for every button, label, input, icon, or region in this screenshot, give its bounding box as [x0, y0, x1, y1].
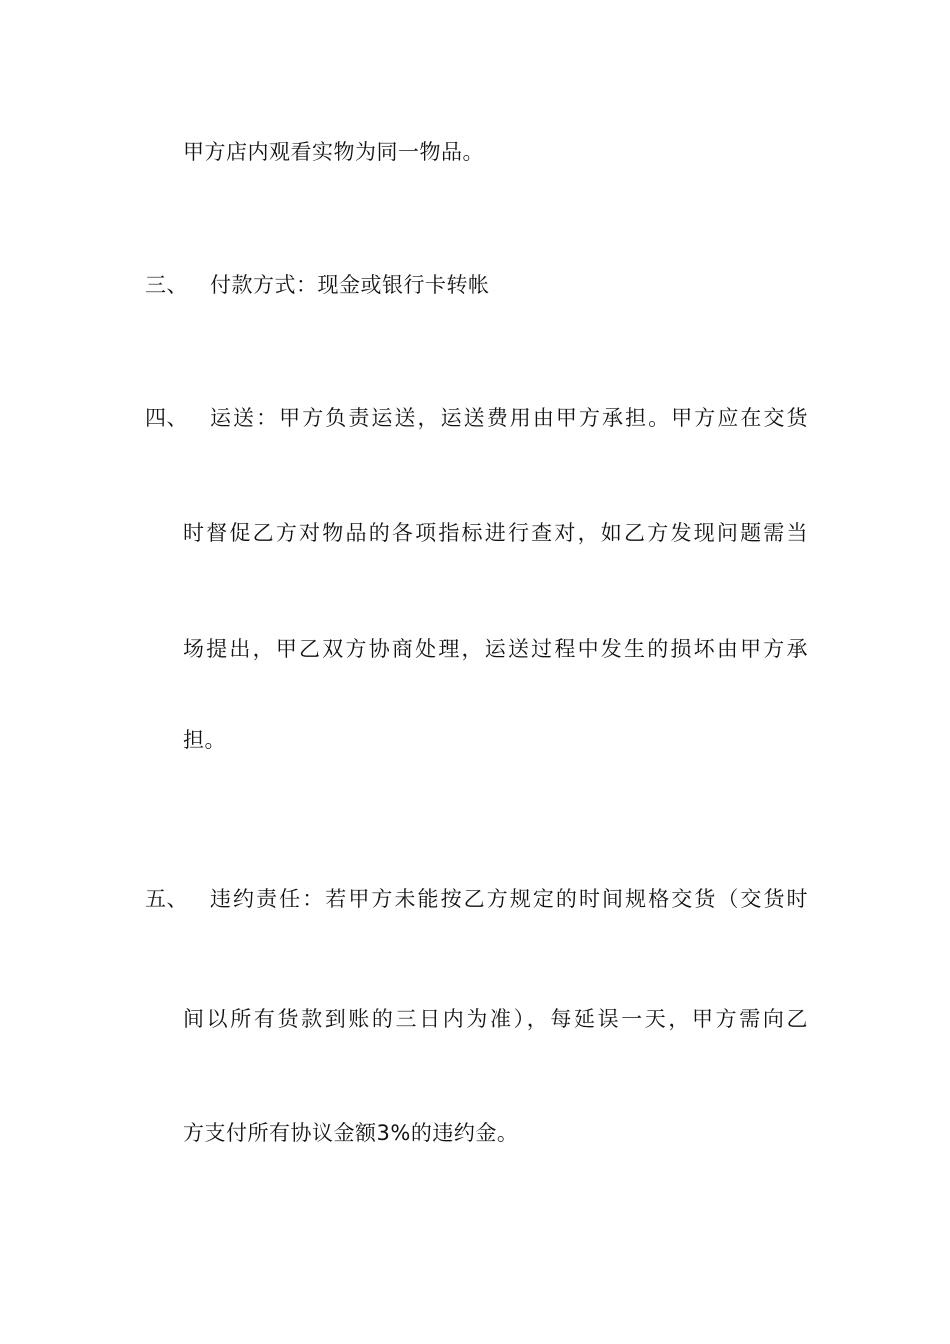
clause-5-number: 五、 — [145, 887, 188, 911]
clause-5-line-3: 方支付所有协议金额3%的违约金。 — [183, 1121, 519, 1145]
clause-3-line-1: 付款方式：现金或银行卡转帐 — [210, 273, 490, 297]
intro-line: 甲方店内观看实物为同一物品。 — [183, 140, 484, 164]
clause-4-line-2: 时督促乙方对物品的各项指标进行查对，如乙方发现问题需当 — [183, 521, 808, 545]
clause-5-line-2: 间以所有货款到账的三日内为准），每延误一天，甲方需向乙 — [183, 1007, 808, 1031]
clause-4-line-1: 运送：甲方负责运送，运送费用由甲方承担。甲方应在交货 — [210, 406, 808, 430]
clause-4-line-3: 场提出，甲乙双方协商处理，运送过程中发生的损坏由甲方承 — [183, 637, 808, 661]
clause-4-number: 四、 — [145, 406, 188, 430]
clause-5-line-1: 违约责任：若甲方未能按乙方规定的时间规格交货（交货时 — [210, 887, 808, 911]
clause-3-number: 三、 — [145, 273, 188, 297]
clause-4-line-4: 担。 — [183, 728, 226, 752]
